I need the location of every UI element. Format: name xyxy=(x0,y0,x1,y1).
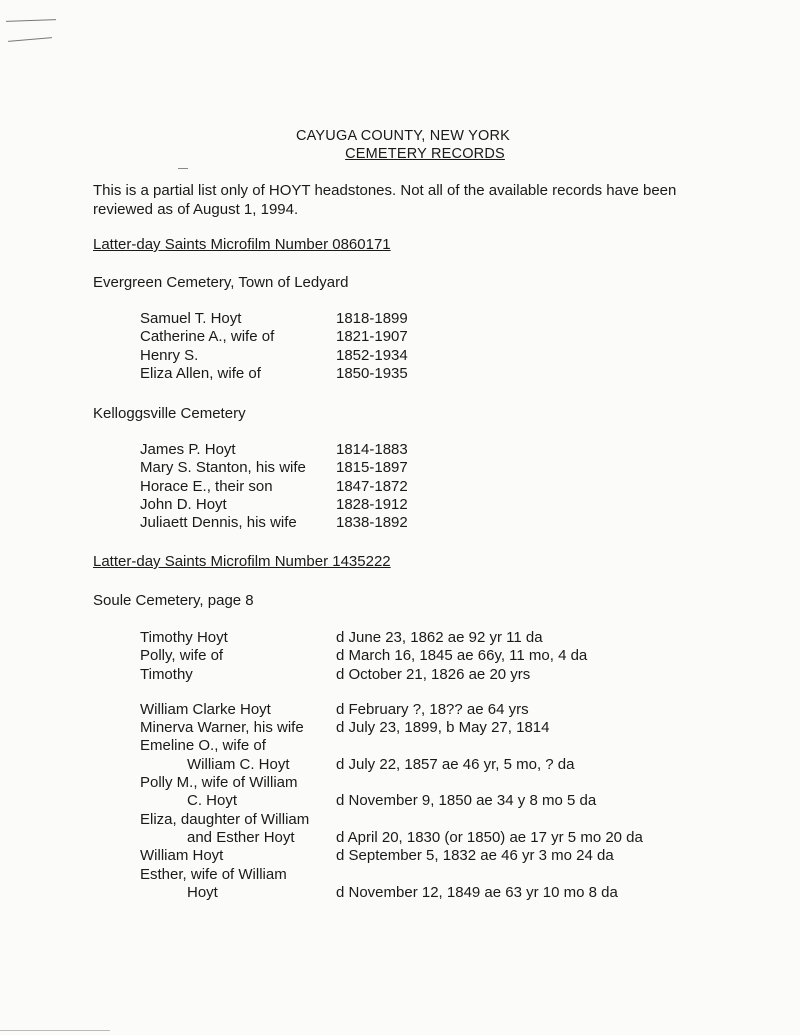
record-name: William C. Hoyt xyxy=(187,755,290,773)
cemetery-name: Evergreen Cemetery, Town of Ledyard xyxy=(93,274,349,291)
record-name: William Clarke Hoyt xyxy=(140,700,271,718)
record-dates: d March 16, 1845 ae 66y, 11 mo, 4 da xyxy=(336,647,588,665)
record-name: Polly M., wife of William xyxy=(140,774,298,792)
record-dates: 1828-1912 xyxy=(336,495,408,513)
record-name: C. Hoyt xyxy=(187,792,238,810)
cemetery-name: Soule Cemetery, page 8 xyxy=(93,592,254,609)
record-name: James P. Hoyt xyxy=(140,441,236,458)
record-dates: 1818-1899 xyxy=(336,310,408,327)
record-name: Polly, wife of xyxy=(140,647,224,665)
record-dates: d July 22, 1857 ae 46 yr, 5 mo, ? da xyxy=(336,755,575,773)
record-name: Emeline O., wife of xyxy=(140,737,266,755)
record-dates: 1814-1883 xyxy=(336,441,408,458)
scan-mark xyxy=(0,1030,110,1031)
record-name: Hoyt xyxy=(187,883,218,901)
record-name: Eliza Allen, wife of xyxy=(140,364,261,382)
record-name: John D. Hoyt xyxy=(140,495,227,513)
record-name: Catherine A., wife of xyxy=(140,328,275,346)
record-name: Samuel T. Hoyt xyxy=(140,310,242,327)
record-dates: 1852-1934 xyxy=(336,346,408,364)
record-name: William Hoyt xyxy=(140,847,224,865)
record-name: Juliaett Dennis, his wife xyxy=(140,514,297,532)
record-name: Eliza, daughter of William xyxy=(140,810,310,828)
record-dates: d February ?, 18?? ae 64 yrs xyxy=(336,700,529,718)
record-dates: d June 23, 1862 ae 92 yr 11 da xyxy=(336,629,543,646)
page-subtitle xyxy=(25,146,800,162)
page-subtitle-text: CEMETERY RECORDS xyxy=(345,146,505,162)
intro-paragraph: This is a partial list only of HOYT headstones. Not all of the available records have been reviewed as of August 1, 1994. xyxy=(93,182,677,218)
record-name: Horace E., their son xyxy=(140,477,273,495)
scan-mark xyxy=(178,168,188,169)
record-dates: 1821-1907 xyxy=(336,328,408,346)
scan-mark xyxy=(8,37,52,42)
page-title: CAYUGA COUNTY, NEW YORK xyxy=(295,128,511,144)
section-heading: Latter-day Saints Microfilm Number 1435222 xyxy=(93,553,391,570)
record-name: Timothy xyxy=(140,665,193,683)
record-dates: 1850-1935 xyxy=(336,364,408,382)
section-heading: Latter-day Saints Microfilm Number 0860171 xyxy=(93,236,391,253)
record-name: Henry S. xyxy=(140,346,199,364)
record-name: Timothy Hoyt xyxy=(140,629,228,646)
record-dates: 1847-1872 xyxy=(336,477,408,495)
record-dates: 1838-1892 xyxy=(336,514,408,532)
record-dates: d November 12, 1849 ae 63 yr 10 mo 8 da xyxy=(336,883,618,901)
record-name: Minerva Warner, his wife xyxy=(140,719,304,737)
record-dates: d September 5, 1832 ae 46 yr 3 mo 24 da xyxy=(336,847,614,865)
record-dates: d July 23, 1899, b May 27, 1814 xyxy=(336,719,550,737)
record-name: Esther, wife of William xyxy=(140,865,287,883)
record-dates: d October 21, 1826 ae 20 yrs xyxy=(336,665,531,683)
record-dates: d November 9, 1850 ae 34 y 8 mo 5 da xyxy=(336,792,597,810)
record-dates: 1815-1897 xyxy=(336,459,408,477)
cemetery-name: Kelloggsville Cemetery xyxy=(93,405,246,422)
scan-mark xyxy=(6,19,56,22)
record-name: Mary S. Stanton, his wife xyxy=(140,459,306,477)
record-name: and Esther Hoyt xyxy=(187,828,295,846)
record-dates: d April 20, 1830 (or 1850) ae 17 yr 5 mo 20 da xyxy=(336,828,643,846)
